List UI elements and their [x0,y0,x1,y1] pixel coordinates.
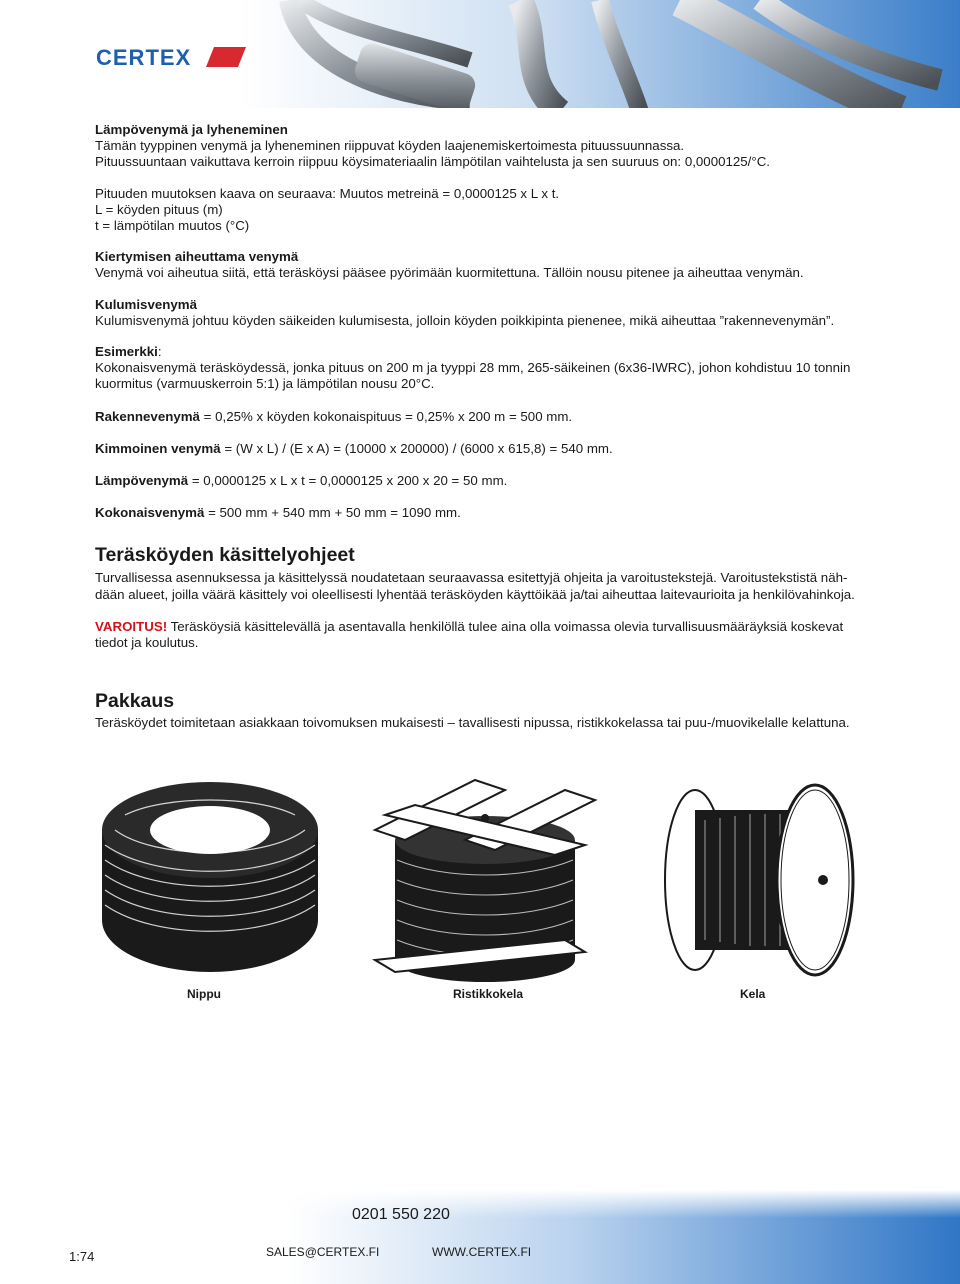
thermal-def-t: t = lämpötilan muutos (°C) [95,218,250,234]
thermal-line-2: Pituussuuntaan vaikuttava kerroin riippuu köysimateriaalin lämpötilan vaihtelusta ja sen suuruus on: 0,0000125/°C. [95,154,770,170]
logo-text: CERTEX [96,45,192,70]
coil-bundle-illustration [95,770,325,980]
footer-email-link[interactable]: SALES@CERTEX.FI [266,1245,380,1259]
calc-label: Kimmoinen venymä [95,440,221,456]
calc-text: = 0,25% x köyden kokonaispituus = 0,25% x 200 m = 500 mm. [199,408,573,424]
caption-kela: Kela [740,987,766,1001]
certex-logo [96,44,246,70]
calc-thermal [95,473,875,489]
calc-label: Lämpövenymä [95,473,189,489]
packaging-text: Teräsköydet toimitetaan asiakkaan toivomuksen mukaisesti – tavallisesti nipussa, ristikkokelassa tai puu-/muovikelalle kelattuna. [95,715,850,731]
wear-heading: Kulumisvenymä [95,296,197,312]
page-header [0,0,960,112]
thermal-line-1: Tämän tyyppinen venymä ja lyheneminen riippuvat köyden laajenemiskertoimesta pituussuunnassa. [95,138,685,154]
thermal-def-l: L = köyden pituus (m) [95,201,223,217]
cross-reel-illustration [365,770,605,985]
warning-line-2: tiedot ja koulutus. [95,635,199,651]
packaging-illustrations [95,770,875,990]
wear-text: Kulumisvenymä johtuu köyden säikeiden kulumisesta, jolloin köyden poikkipinta pienenee, mikä aiheuttaa ”rakennevenymän”. [95,312,835,328]
rotation-text: Venymä voi aiheutua siitä, että teräsköysi pääsee pyörimään kuormitettuna. Tällöin nousu pitenee ja aiheuttaa venymän. [95,265,804,281]
caption-nippu: Nippu [187,987,221,1001]
packaging-title: Pakkaus [95,690,175,713]
calc-label: Kokonaisvenymä [95,505,205,521]
example-heading: Esimerkki [95,344,158,360]
thermal-formula: Pituuden muutoksen kaava on seuraava: Muutos metreinä = 0,0000125 x L x t. [95,185,560,201]
calc-label: Rakennevenymä [95,408,200,424]
footer-phone: 0201 550 220 [352,1206,450,1223]
warning-line-1 [95,619,875,635]
page-footer [0,1160,960,1284]
calc-text: = (W x L) / (E x A) = (10000 x 200000) / (6000 x 615,8) = 540 mm. [220,440,613,456]
example-line-1: Kokonaisvenymä teräsköydessä, jonka pituus on 200 m ja tyyppi 28 mm, 265-säikeinen (6x36-IWRC), johon kohdistuu 10 tonnin [95,360,851,376]
handling-line-1: Turvallisessa asennuksessa ja käsittelyssä noudatetaan seuraavassa esitettyjä ohjeita ja varoitustekstejä. Varoitustekstistä näh- [95,570,848,586]
example-colon: : [157,344,162,360]
handling-title: Teräsköyden käsittelyohjeet [95,544,355,567]
calc-total [95,505,875,521]
rotation-heading: Kiertymisen aiheuttama venymä [95,249,299,265]
main-content [95,122,875,731]
footer-banner [0,1160,960,1284]
example-line-2: kuormitus (varmuuskerroin 5:1) ja lämpötilan nousu 20°C. [95,376,435,392]
calc-text: = 0,0000125 x L x t = 0,0000125 x 200 x 20 = 50 mm. [188,473,508,489]
page-number: 1:74 [69,1249,95,1264]
example-heading-line [95,344,875,360]
warning-text: Teräsköysiä käsittelevällä ja asentavalla henkilöllä tulee aina olla voimassa olevia turvallisuusmääräyksiä koskevat [167,618,844,634]
handling-line-2: dään alueet, joilla väärä käsittely voi oleellisesti lyhentää teräsköyden käyttöikää ja/tai aiheuttaa laitevaurioita ja henkilövahinkoja. [95,586,855,602]
caption-ristikkokela: Ristikkokela [453,987,524,1001]
calc-structural [95,409,875,425]
calc-text: = 500 mm + 540 mm + 50 mm = 1090 mm. [204,505,461,521]
warning-label: VAROITUS! [95,618,168,634]
footer-web-link[interactable]: WWW.CERTEX.FI [432,1245,532,1259]
spool-illustration [635,770,875,980]
thermal-heading: Lämpövenymä ja lyheneminen [95,122,288,137]
calc-elastic [95,441,875,457]
